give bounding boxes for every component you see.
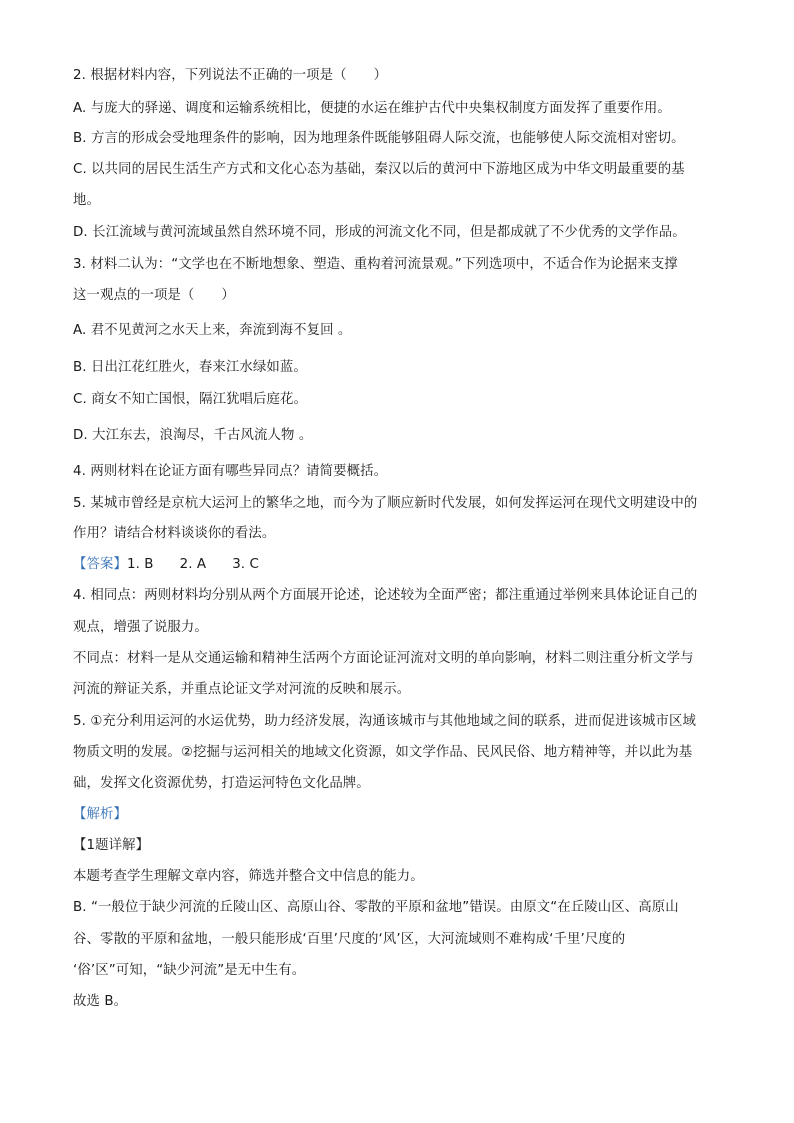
analysis-sub-label: 【1题详解】: [73, 838, 150, 853]
question-2-stem: 2. 根据材料内容，下列说法不正确的一项是（ ）: [73, 68, 388, 83]
analysis-line-2: B. “一般位于缺少河流的丘陵山区、高原山谷、零散的平原和盆地”错误。由原文“在丘陵山区、高原山: [73, 900, 679, 915]
answer-5-line-2: 物质文明的发展。②挖掘与运河相关的地域文化资源，如文学作品、民风民俗、地方精神等，并以此为基: [73, 745, 693, 760]
question-2-option-b: B. 方言的形成会受地理条件的影响，因为地理条件既能够阻碍人际交流，也能够使人际交流相对密切。: [73, 131, 685, 146]
analysis-line-1: 本题考查学生理解文章内容，筛选并整合文中信息的能力。: [73, 869, 424, 884]
question-4-stem: 4. 两则材料在论证方面有哪些异同点？请简要概括。: [73, 464, 388, 479]
question-5-stem-cont: 作用？请结合材料谈谈你的看法。: [73, 526, 276, 541]
answer-row: [73, 556, 259, 574]
question-3-stem: 3. 材料二认为：“文学也在不断地想象、塑造、重构着河流景观。”下列选项中，不适合作为论据来支撑: [73, 257, 678, 272]
analysis-line-5: 故选 B。: [73, 994, 128, 1009]
answer-4-line-3: 不同点：材料一是从交通运输和精神生活两个方面论证河流对文明的单向影响，材料二则注重分析文学与: [73, 651, 694, 666]
question-3-option-b: B. 日出江花红胜火，春来江水绿如蓝。: [73, 360, 307, 375]
question-3-option-c: C. 商女不知亡国恨，隔江犹唱后庭花。: [73, 392, 308, 407]
analysis-line-3: 谷、零散的平原和盆地，一般只能形成‘百里’尺度的‘风’区，大河流域则不难构成‘千里’尺度的: [73, 932, 626, 947]
analysis-label: 【解析】: [73, 807, 127, 822]
analysis-line-4: ‘俗’区”可知，“缺少河流”是无中生有。: [73, 963, 306, 978]
question-2-option-a: A. 与庞大的驿递、调度和运输系统相比，便捷的水运在维护古代中央集权制度方面发挥了重要作用。: [73, 101, 671, 116]
answer-label: 【答案】: [73, 557, 127, 572]
question-3-option-a: A. 君不见黄河之水天上来，奔流到海不复回 。: [73, 323, 352, 338]
answer-4-line-2: 观点，增强了说服力。: [73, 620, 208, 635]
question-2-option-c: C. 以共同的居民生活生产方式和文化心态为基础，秦汉以后的黄河中下游地区成为中华文明最重要的基: [73, 162, 685, 177]
question-2-option-c-cont: 地。: [73, 193, 100, 208]
question-3-stem-cont: 这一观点的一项是（ ）: [73, 288, 235, 303]
answer-4-line-4: 河流的辩证关系，并重点论证文学对河流的反映和展示。: [73, 682, 411, 697]
question-3-option-d: D. 大江东去，浪淘尽，千古风流人物 。: [73, 428, 313, 443]
question-2-option-d: D. 长江流域与黄河流域虽然自然环境不同，形成的河流文化不同，但是都成就了不少优秀的文学作品。: [73, 225, 686, 240]
question-5-stem: 5. 某城市曾经是京杭大运河上的繁华之地，而今为了顺应新时代发展，如何发挥运河在现代文明建设中的: [73, 496, 698, 511]
answer-4-line-1: 4. 相同点：两则材料均分别从两个方面展开论述，论述较为全面严密；都注重通过举例来具体论证自己的: [73, 588, 698, 603]
answer-2: 2. A: [179, 557, 207, 572]
answer-5-line-3: 础，发挥文化资源优势，打造运河特色文化品牌。: [73, 776, 370, 791]
answer-5-line-1: 5. ①充分利用运河的水运优势，助力经济发展，沟通该城市与其他地域之间的联系，进而促进该城市区域: [73, 714, 697, 729]
answer-1: 1. B: [126, 557, 154, 572]
answer-3: 3. C: [232, 557, 259, 572]
